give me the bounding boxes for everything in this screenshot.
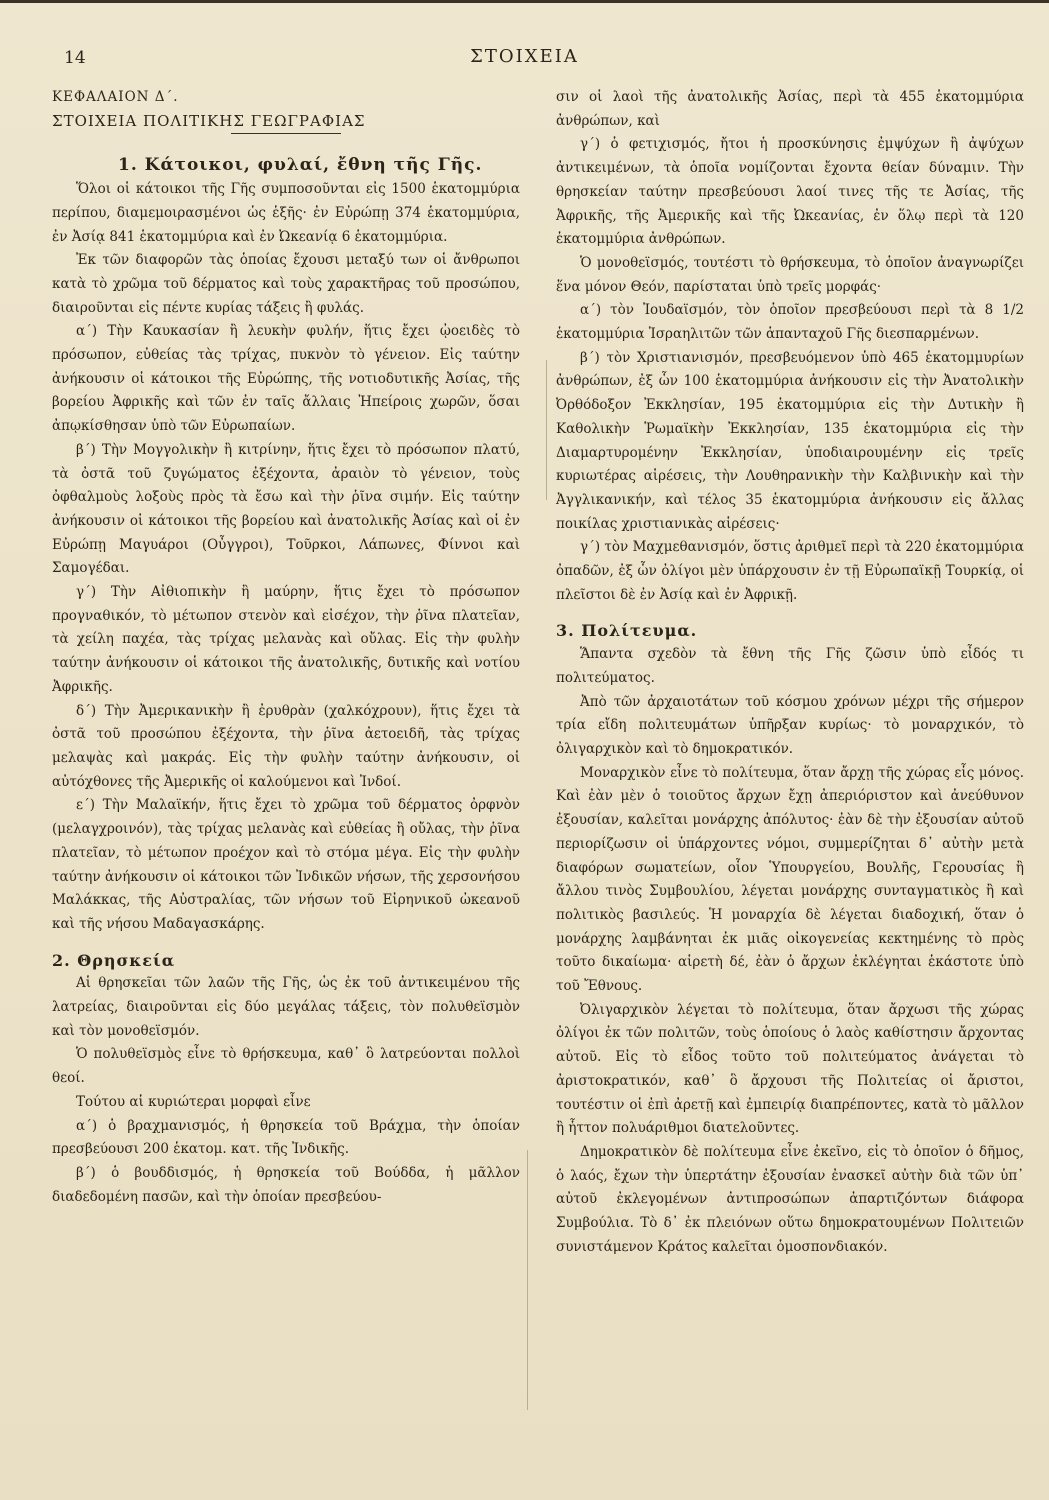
right-column <box>556 86 1024 1259</box>
paragraph-race-mongolian: β΄) Τὴν Μογγολικὴν ἢ κιτρίνην, ἥτις ἔχει τὸ πρόσωπον πλατύ, τὰ ὀστᾶ τοῦ ζυγώματος ἐξέχοντα, ἀραιὸν τὸ γένειον, τοὺς ὀφθαλμοὺς λοξοὺς πρὸς τὰ ἔσω καὶ τὴν ῥῖνα σιμήν. Εἰς ταύτην ἀνήκουσιν οἱ κάτοικοι τῆς βορείου καὶ ἀνατολικῆς Ἀσίας καὶ οἱ ἐν Εὐρώπῃ Μαγυάροι (Οὖγγροι), Τοῦρκοι, Λάπωνες, Φίννοι καὶ Σαμογέδαι. <box>52 441 520 577</box>
top-edge-rule <box>0 0 1049 3</box>
paragraph: Αἱ θρησκεῖαι τῶν λαῶν τῆς Γῆς, ὡς ἐκ τοῦ ἀντικειμένου τῆς λατρείας, διαιροῦνται εἰς δύο μεγάλας τάξεις, τὸν πολυθεϊσμὸν καὶ τὸν μονοθεϊσμόν. <box>52 975 520 1039</box>
paragraph: Δημοκρατικὸν δὲ πολίτευμα εἶνε ἐκεῖνο, εἰς τὸ ὁποῖον ὁ δῆμος, ὁ λαός, ἔχων τὴν ὑπερτάτην ἐξουσίαν ἐνασκεῖ αὐτὴν διὰ τῶν ὑπ᾽ αὐτοῦ ἐκλεγομένων ἀντιπροσώπων ἀπαρτιζόντων διάφορα Συμβούλια. Τὸ δ᾽ ἐκ πλειόνων οὕτω δημοκρατουμένων Πολιτειῶν συνιστάμενον Κράτος καλεῖται ὁμοσπονδιακόν. <box>556 1143 1024 1255</box>
paragraph: γ΄) τὸν Μαχμεθανισμόν, ὅστις ἀριθμεῖ περὶ τὰ 220 ἑκατομμύρια ὀπαδῶν, ἐξ ὧν ὀλίγοι μὲν ὑπάρχουσιν ἐν τῇ Εὐρωπαϊκῇ Τουρκίᾳ, οἱ πλεῖστοι δὲ ἐν Ἀσίᾳ καὶ ἐν Ἀφρικῇ. <box>556 539 1024 603</box>
running-title: ΣΤΟΙΧΕΙΑ <box>470 46 579 67</box>
paragraph-race-ethiopian: γ΄) Τὴν Αἰθιοπικὴν ἢ μαύρην, ἥτις ἔχει τὸ πρόσωπον προγναθικόν, τὸ μέτωπον στενὸν καὶ εἰσέχον, τὴν ῥῖνα πλατεῖαν, τὰ χείλη παχέα, τὰς τρίχας μελανὰς καὶ οὔλας. Εἰς τὴν φυλὴν ταύτην ἀνήκουσιν οἱ κάτοικοι τῆς ἀνατολικῆς, δυτικῆς καὶ νοτίου Ἀφρικῆς. <box>52 584 520 695</box>
paragraph: Ἀπὸ τῶν ἀρχαιοτάτων τοῦ κόσμου χρόνων μέχρι τῆς σήμερον τρία εἴδη πολιτευμάτων ὑπῆρξαν κυρίως· τὸ μοναρχικόν, τὸ ὀλιγαρχικὸν καὶ τὸ δημοκρατικόν. <box>556 693 1024 757</box>
chapter-subtitle: ΣΤΟΙΧΕΙΑ ΠΟΛΙΤΙΚΗΣ ΓΕΩΓΡΑΦΙΑΣ <box>52 111 366 130</box>
paragraph: Ὁ μονοθεϊσμός, τουτέστι τὸ θρήσκευμα, τὸ ὁποῖον ἀναγνωρίζει ἕνα μόνον Θεόν, παρίσταται ὑπὸ τρεῖς μορφάς· <box>556 254 1024 295</box>
paragraph: γ΄) ὁ φετιχισμός, ἤτοι ἡ προσκύνησις ἐμψύχων ἢ ἀψύχων ἀντικειμένων, τὰ ὁποῖα νομίζονται ἔχοντα θείαν δύναμιν. Τὴν θρησκείαν ταύτην πρεσβεύουσι λαοί τινες τῆς τε Ἀσίας, τῆς Ἀφρικῆς, τῆς Ἀμερικῆς καὶ τῆς Ὠκεανίας, ἐν ὅλῳ περὶ τὰ 120 ἑκατομμύρια ἀνθρώπων. <box>556 136 1024 248</box>
paragraph: Ὀλιγαρχικὸν λέγεται τὸ πολίτευμα, ὅταν ἄρχωσι τῆς χώρας ὀλίγοι ἐκ τῶν πολιτῶν, τοὺς ὁποίους ὁ λαὸς καθίστησιν ἄρχοντας αὐτοῦ. Εἰς τὸ εἶδος τοῦτο τοῦ πολιτεύματος ἀνάγεται τὸ ἀριστοκρατικόν, καθ᾽ ὃ ἄρχουσι τῆς Πολιτείας οἱ ἄριστοι, τουτέστιν οἱ ἐπὶ ἀρετῇ καὶ ἐμπειρίᾳ διαπρέποντες, κατὰ τὸ μᾶλλον ἢ ἧττον πολυάριθμοι διατελοῦντες. <box>556 1001 1024 1137</box>
chapter-heading: ΚΕΦΑΛΑΙΟΝ Δ΄. <box>52 89 179 105</box>
column-margin-line <box>527 1150 528 1410</box>
paragraph: Ὁ πολυθεϊσμὸς εἶνε τὸ θρήσκευμα, καθ᾽ ὃ λατρεύονται πολλοὶ θεοί. <box>52 1046 520 1087</box>
section-title-polity: 3. Πολίτευμα. <box>556 621 698 641</box>
title-rule <box>231 133 341 134</box>
left-column <box>52 86 520 1209</box>
page-number: 14 <box>64 48 86 68</box>
paragraph: Τούτου αἱ κυριώτεραι μορφαὶ εἶνε <box>76 1093 311 1110</box>
column-margin-line <box>546 360 547 500</box>
paragraph: α΄) τὸν Ἰουδαϊσμόν, τὸν ὁποῖον πρεσβεύουσι περὶ τὰ 8 1/2 ἑκατομμύρια Ἰσραηλιτῶν τῶν ἁπανταχοῦ Γῆς διεσπαρμένων. <box>556 302 1024 343</box>
paragraph-continued: σιν οἱ λαοὶ τῆς ἀνατολικῆς Ἀσίας, περὶ τὰ 455 ἑκατομμύρια ἀνθρώπων, καὶ <box>556 89 1024 129</box>
paragraph-race-american: δ΄) Τὴν Ἀμερικανικὴν ἢ ἐρυθρὰν (χαλκόχρουν), ἥτις ἔχει τὰ ὀστᾶ τοῦ προσώπου ἐξέχοντα, τὴν ῥῖνα ἀετοειδῆ, τὰς τρίχας μελαψὰς καὶ μακράς. Εἰς τὴν φυλὴν ταύτην ἀνήκουσιν, οἱ αὐτόχθονες τῆς Ἀμερικῆς οἱ καλούμενοι καὶ Ἰνδοί. <box>52 702 520 790</box>
section-title-inhabitants: 1. Κάτοικοι, φυλαί, ἔθνη τῆς Γῆς. <box>118 155 483 176</box>
paragraph: Ὅλοι οἱ κάτοικοι τῆς Γῆς συμποσοῦνται εἰς 1500 ἑκατομμύρια περίπου, διαμεμοιρασμένοι ὡς ἑξῆς· ἐν Εὐρώπῃ 374 ἑκατομμύρια, ἐν Ἀσίᾳ 841 ἑκατομμύρια καὶ ἐν Ὠκεανίᾳ 6 ἑκατομμύρια. <box>52 181 520 245</box>
paragraph: Ἅπαντα σχεδὸν τὰ ἔθνη τῆς Γῆς ζῶσιν ὑπὸ εἶδός τι πολιτεύματος. <box>556 646 1024 686</box>
paragraph: Ἐκ τῶν διαφορῶν τὰς ὁποίας ἔχουσι μεταξύ των οἱ ἄνθρωποι κατὰ τὸ χρῶμα τοῦ δέρματος καὶ τοὺς χαρακτῆρας τοῦ προσώπου, διαιροῦνται εἰς πέντε κυρίας τάξεις ἢ φυλάς. <box>52 252 520 316</box>
paragraph: β΄) ὁ βουδδισμός, ἡ θρησκεία τοῦ Βούδδα, ἡ μᾶλλον διαδεδομένη πασῶν, καὶ τὴν ὁποίαν πρεσβεύου- <box>52 1164 520 1205</box>
paragraph-race-caucasian: α΄) Τὴν Καυκασίαν ἢ λευκὴν φυλήν, ἥτις ἔχει ᾠοειδὲς τὸ πρόσωπον, εὐθείας τὰς τρίχας, πυκνὸν τὸ γένειον. Εἰς ταύτην ἀνήκουσιν οἱ κάτοικοι τῆς Εὐρώπης, τῆς νοτιοδυτικῆς Ἀσίας, τῆς βορείου Ἀφρικῆς καὶ τῶν ἐν ταῖς ἄλλαις Ἠπείροις χωρῶν, ὅσαι ἀπῳκίσθησαν ὑπὸ τῶν Εὐρωπαίων. <box>52 323 520 435</box>
section-title-religion: 2. Θρησκεία <box>52 950 176 970</box>
paragraph: Μοναρχικὸν εἶνε τὸ πολίτευμα, ὅταν ἄρχῃ τῆς χώρας εἷς μόνος. Καὶ ἐὰν μὲν ὁ τοιοῦτος ἄρχων ἔχῃ ἀπεριόριστον καὶ ἀνεύθυνον ἐξουσίαν, καλεῖται μονάρχης ἀπόλυτος· ἐὰν δὲ τὴν ἐξουσίαν αὐτοῦ περιορίζωσιν οἱ ὑπάρχοντες νόμοι, συμμερίζηται δ᾽ αὐτὴν μετὰ διαφόρων σωματείων, οἷον Ὑπουργείου, Βουλῆς, Γερουσίας ἢ ἄλλου τινὸς Συμβουλίου, λέγεται μονάρχης συνταγματικὸς ἢ καὶ πολιτικὸς βασιλεύς. Ἡ μοναρχία δὲ λέγεται διαδοχική, ὅταν ὁ μονάρχης λαμβάνηται ἐκ μιᾶς οἰκογενείας κεκτημένης τὸ πρὸς τοῦτο δικαίωμα· αἱρετὴ δέ, ἐὰν ὁ ἄρχων ἐκλέγηται ἑκάστοτε ὑπὸ τοῦ Ἔθνους. <box>556 764 1024 995</box>
paragraph: β΄) τὸν Χριστιανισμόν, πρεσβευόμενον ὑπὸ 465 ἑκατομμυρίων ἀνθρώπων, ἐξ ὧν 100 ἑκατομμύρια ἀνήκουσιν εἰς τὴν Ἀνατολικὴν Ὀρθόδοξον Ἐκκλησίαν, 195 ἑκατομμύρια εἰς τὴν Δυτικὴν ἢ Καθολικὴν Ῥωμαϊκὴν Ἐκκλησίαν, 135 ἑκατομμύρια εἰς τὴν Διαμαρτυρομένην Ἐκκλησίαν, ὑποδιαιρουμένην εἰς τρεῖς κυριωτέρας αἱρέσεις, τὴν Λουθηρανικὴν τὴν Καλβινικὴν καὶ τὴν Ἀγγλικανικήν, καὶ τέλος 35 ἑκατομμύρια ἀνήκουσιν εἰς ἄλλας ποικίλας χριστιανικὰς αἱρέσεις· <box>556 349 1024 532</box>
paragraph-race-malay: ε΄) Τὴν Μαλαϊκήν, ἥτις ἔχει τὸ χρῶμα τοῦ δέρματος ὀρφνὸν (μελαγχροινόν), τὰς τρίχας μελανὰς καὶ εὐθείας ἢ οὔλας, τὴν ῥῖνα πλατεῖαν, τὸ μέτωπον προέχον καὶ τὸ στόμα μέγα. Εἰς τὴν φυλὴν ταύτην ἀνήκουσιν οἱ κάτοικοι τῶν Ἰνδικῶν νήσων, τῆς χερσονήσου Μαλάκκας, τῆς Αὐστραλίας, τῶν νήσων τοῦ Εἰρηνικοῦ ὠκεανοῦ καὶ τῆς νήσου Μαδαγασκάρης. <box>52 797 520 932</box>
paragraph: α΄) ὁ βραχμανισμός, ἡ θρησκεία τοῦ Βράχμα, τὴν ὁποίαν πρεσβεύουσι 200 ἑκατομ. κατ. τῆς Ἰνδικῆς. <box>52 1117 520 1158</box>
